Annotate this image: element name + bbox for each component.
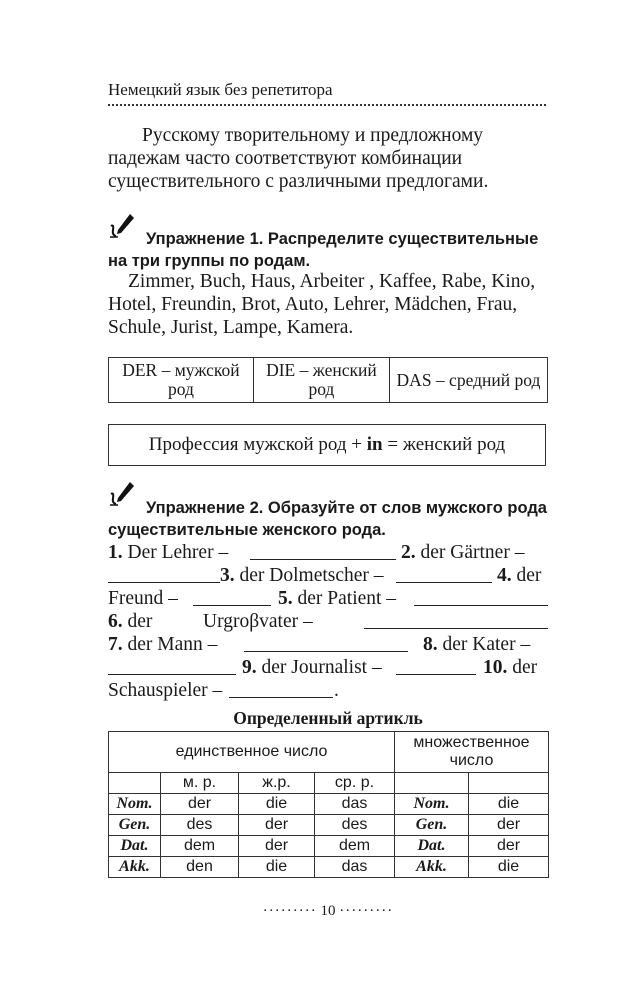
answer-blank (193, 587, 271, 606)
item-number: 1. (108, 542, 123, 563)
item-number: 10. (483, 657, 508, 678)
page-number-value: 10 (320, 903, 336, 919)
table-header-der: DER – мужской род (109, 358, 254, 403)
item-number: 8. (423, 634, 438, 655)
table-header-die: DIE – женский род (253, 358, 389, 403)
case-label: Nom. (395, 794, 469, 815)
answer-blank (108, 656, 236, 675)
article-cell: die (239, 794, 315, 815)
case-label: Dat. (109, 836, 161, 857)
case-label: Akk. (395, 857, 469, 878)
table-row (109, 857, 549, 878)
gender-header-n: ср. р. (315, 773, 395, 794)
exercise2-line (108, 679, 548, 702)
article-cell: den (161, 857, 239, 878)
empty-cell (109, 773, 161, 794)
item-word: der (512, 657, 538, 678)
case-label: Gen. (395, 815, 469, 836)
item-number: 6. (108, 611, 123, 632)
running-header: Немецкий язык без репетитора (108, 80, 333, 99)
table-header-das: DAS – средний род (389, 358, 547, 403)
table-row (109, 836, 549, 857)
item-word: der Dolmetscher – (239, 565, 384, 586)
item-word: der Patient – (297, 588, 397, 609)
article-cell: die (469, 857, 549, 878)
item-number: 9. (242, 657, 257, 678)
answer-blank (364, 610, 548, 629)
table-row (109, 815, 549, 836)
case-label: Akk. (109, 857, 161, 878)
item-number: 4. (497, 565, 512, 586)
item-word: Freund – (108, 588, 178, 609)
case-label: Dat. (395, 836, 469, 857)
exercise2-line (108, 656, 548, 679)
item-word: der Journalist – (261, 657, 382, 678)
item-word: Schauspieler – (108, 680, 223, 701)
item-number: 2. (401, 542, 416, 563)
article-cell: das (315, 794, 395, 815)
article-cell: dem (161, 836, 239, 857)
article-table-title: Определенный артикль (233, 708, 423, 728)
rule-text-after: = женский род (382, 434, 506, 455)
article-cell: die (239, 857, 315, 878)
item-word: . (334, 680, 339, 701)
table-row (109, 794, 549, 815)
article-cell: die (469, 794, 549, 815)
answer-blank (244, 633, 408, 652)
singular-header: единственное число (109, 732, 395, 773)
item-word: der Mann – (127, 634, 218, 655)
article-cell: des (315, 815, 395, 836)
item-word: Der Lehrer – (127, 542, 229, 563)
exercise2-title: Упражнение 2. Образуйте от слов мужского рода существительные женского рода. (108, 499, 547, 539)
exercise2-line (108, 587, 548, 610)
article-cell: das (315, 857, 395, 878)
gender-header-f: ж.р. (239, 773, 315, 794)
definite-article-table (108, 731, 549, 878)
exercise1-title: Упражнение 1. Распределите существительные на три группы по родам. (108, 230, 539, 270)
rule-suffix: in (366, 434, 383, 455)
exercise2-line (108, 564, 548, 587)
rule-box (108, 424, 546, 466)
answer-blank (108, 564, 220, 583)
header-divider (108, 104, 546, 106)
item-number: 3. (220, 565, 235, 586)
exercise1-words: Zimmer, Buch, Haus, Arbeiter , Kaffee, Rabe, Kino, Hotel, Freundin, Brot, Auto, Lehrer, Mädchen, Frau, Schule, Jurist, Lampe, Kamera. (108, 271, 536, 338)
article-cell: der (469, 836, 549, 857)
article-cell: dem (315, 836, 395, 857)
gender-header-m: м. р. (161, 773, 239, 794)
exercise2-line (108, 633, 548, 656)
answer-blank (414, 587, 548, 606)
empty-cell (469, 773, 549, 794)
intro-paragraph: Русскому творительному и предложному падежам часто соответствуют комбинации существительного с различными предлогами. (108, 125, 489, 192)
exercise2-line (108, 541, 548, 564)
item-word: Urgroβvater – (203, 611, 313, 632)
rule-text-before: Профессия мужской род + (148, 434, 367, 455)
answer-blank (250, 541, 396, 560)
answer-blank (229, 679, 333, 698)
gender-table (108, 357, 548, 403)
answer-blank (396, 656, 476, 675)
item-word: der Gärtner – (420, 542, 525, 563)
article-cell: der (161, 794, 239, 815)
item-number: 7. (108, 634, 123, 655)
answer-blank (396, 564, 492, 583)
item-number: 5. (278, 588, 293, 609)
case-label: Gen. (109, 815, 161, 836)
item-word: der (516, 565, 542, 586)
item-word: der Kater – (442, 634, 531, 655)
plural-header: множественное число (395, 732, 549, 773)
article-cell: der (239, 815, 315, 836)
case-label: Nom. (109, 794, 161, 815)
page-number: ········· 10 ········· (262, 903, 394, 919)
item-word: der (127, 611, 153, 632)
article-cell: des (161, 815, 239, 836)
article-cell: der (239, 836, 315, 857)
article-cell: der (469, 815, 549, 836)
exercise2-line (108, 610, 548, 633)
empty-cell (395, 773, 469, 794)
